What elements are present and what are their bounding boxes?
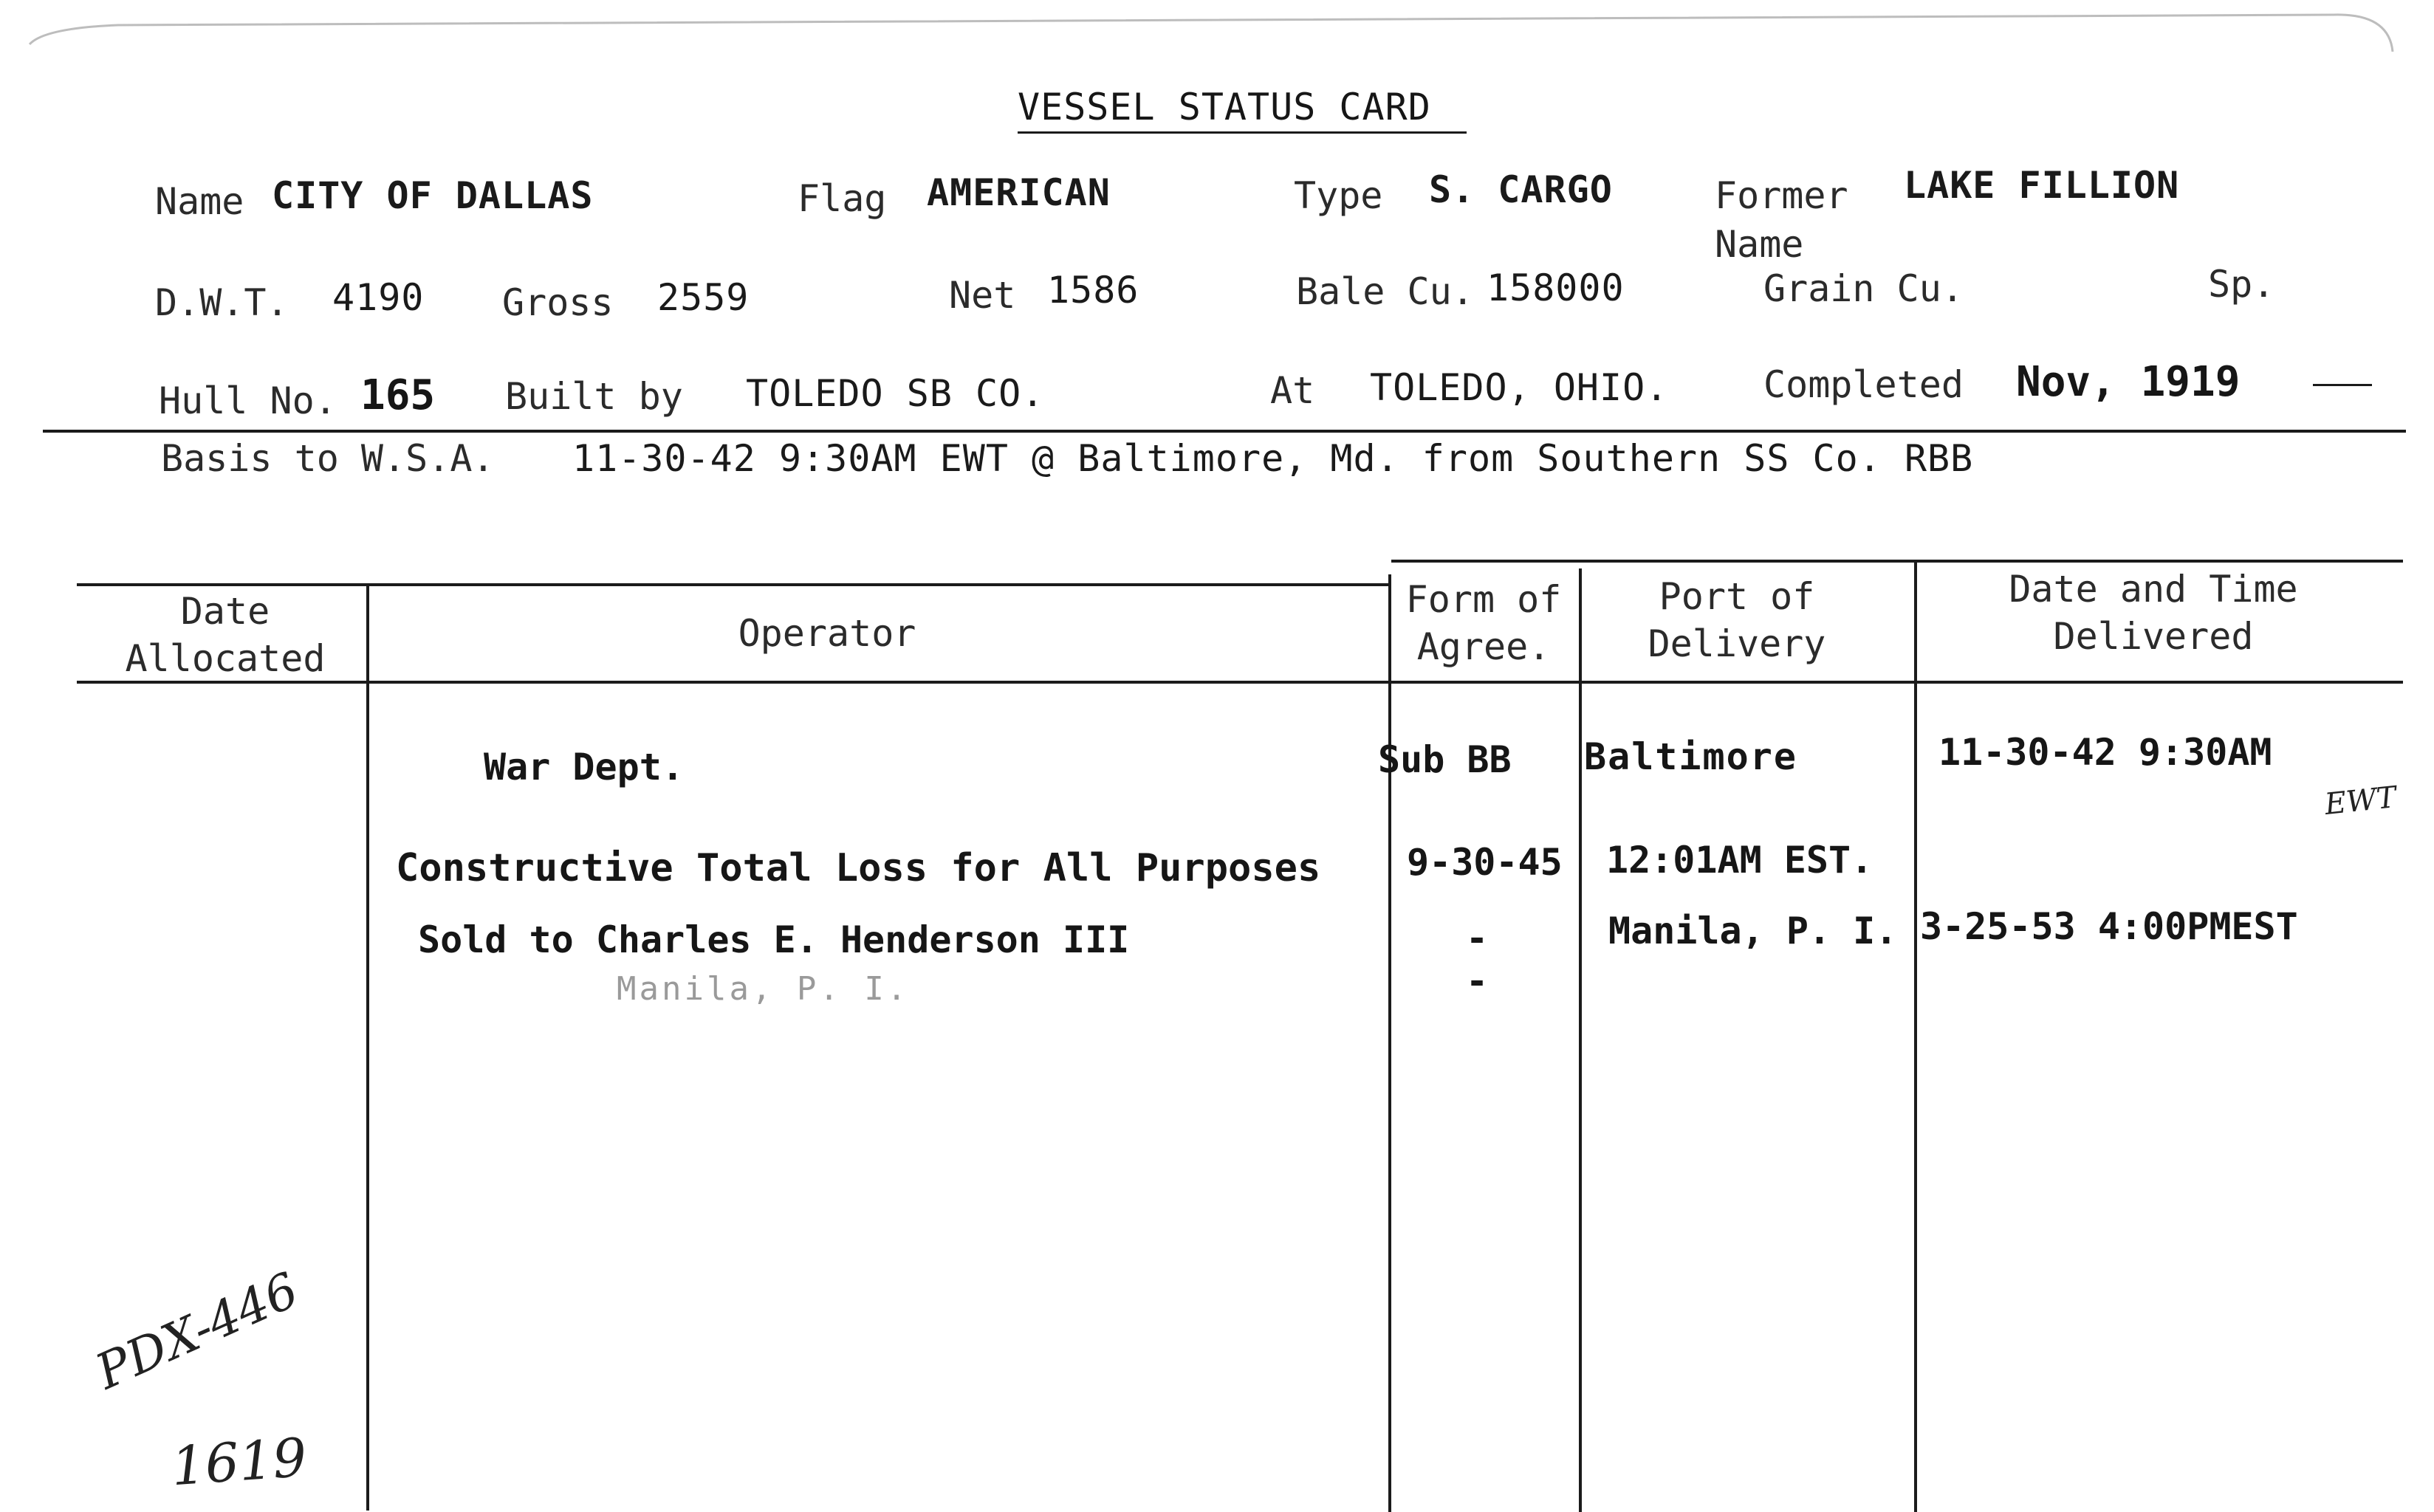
table-header-rule [77,681,2403,684]
bale-label: Bale Cu. [1296,270,1474,313]
row1-delivered: 11-30-42 9:30AM [1938,731,2272,774]
basis-value: 11-30-42 9:30AM EWT @ Baltimore, Md. from Southern SS Co. RBB [572,437,1974,480]
row2-form: 9-30-45 [1407,841,1563,884]
row1-port: Baltimore [1584,735,1797,778]
handwritten-number: 1619 [169,1426,309,1498]
former-name-value: LAKE FILLION [1904,164,2180,207]
header-operator: Operator [738,612,916,655]
at-label: At [1270,369,1315,412]
header-form-of-agree: Form of Agree. [1405,578,1562,668]
row4-operator: Manila, P. I. [617,970,910,1008]
handwritten-code: PDX-446 [87,1261,307,1401]
column-divider-3 [1579,568,1582,1512]
completed-label: Completed [1763,363,1964,406]
row2-operator: Constructive Total Loss for All Purposes [396,846,1321,890]
dwt-value: 4190 [332,276,425,319]
type-value: S. CARGO [1429,168,1613,211]
header-divider [43,430,2406,433]
row1-form: Sub BB [1378,738,1512,781]
hull-label: Hull No. [159,379,337,422]
row2-port: 12:01AM EST. [1606,839,1874,882]
row1-delivered-note: EWT [2322,780,2399,822]
completed-dash [2313,384,2372,386]
title-underline [1018,131,1467,134]
column-divider-1 [366,583,369,1511]
basis-label: Basis to W.S.A. [161,437,495,480]
header-date-allocated: Date Allocated [125,590,326,680]
column-divider-2 [1388,574,1391,1512]
row3-delivered: 3-25-53 4:00PMEST [1920,905,2298,948]
bale-value: 158000 [1487,267,1625,309]
former-name-label: Former Name [1715,174,1848,266]
grain-label: Grain Cu. [1763,267,1964,310]
header-date-time-delivered: Date and Time Delivered [2009,568,2298,658]
hull-value: 165 [360,371,436,419]
built-by-value: TOLEDO SB CO. [746,372,1045,415]
table-top-rule-right [1391,560,2403,563]
card-edge [0,0,2434,89]
completed-value: Nov, 1919 [2016,358,2241,406]
built-by-label: Built by [505,375,683,418]
gross-label: Gross [502,281,614,324]
row4-form: - [1466,960,1489,1003]
header-port-of-delivery: Port of Delivery [1648,575,1826,665]
card-title: VESSEL STATUS CARD [1018,86,1431,128]
net-value: 1586 [1047,269,1139,312]
flag-value: AMERICAN [927,171,1111,214]
table-top-rule-left [77,583,1391,586]
gross-value: 2559 [657,276,750,319]
type-label: Type [1294,174,1383,217]
row3-form: - [1466,917,1489,960]
name-label: Name [155,180,244,223]
net-label: Net [949,274,1016,317]
row3-operator: Sold to Charles E. Henderson III [418,918,1130,961]
column-divider-4 [1914,560,1917,1512]
sp-label: Sp. [2208,263,2275,306]
flag-label: Flag [798,177,887,220]
row1-operator: War Dept. [484,746,684,788]
dwt-label: D.W.T. [155,281,289,324]
at-value: TOLEDO, OHIO. [1370,366,1669,409]
row3-port: Manila, P. I. [1608,910,1898,952]
vessel-name: CITY OF DALLAS [272,174,594,217]
